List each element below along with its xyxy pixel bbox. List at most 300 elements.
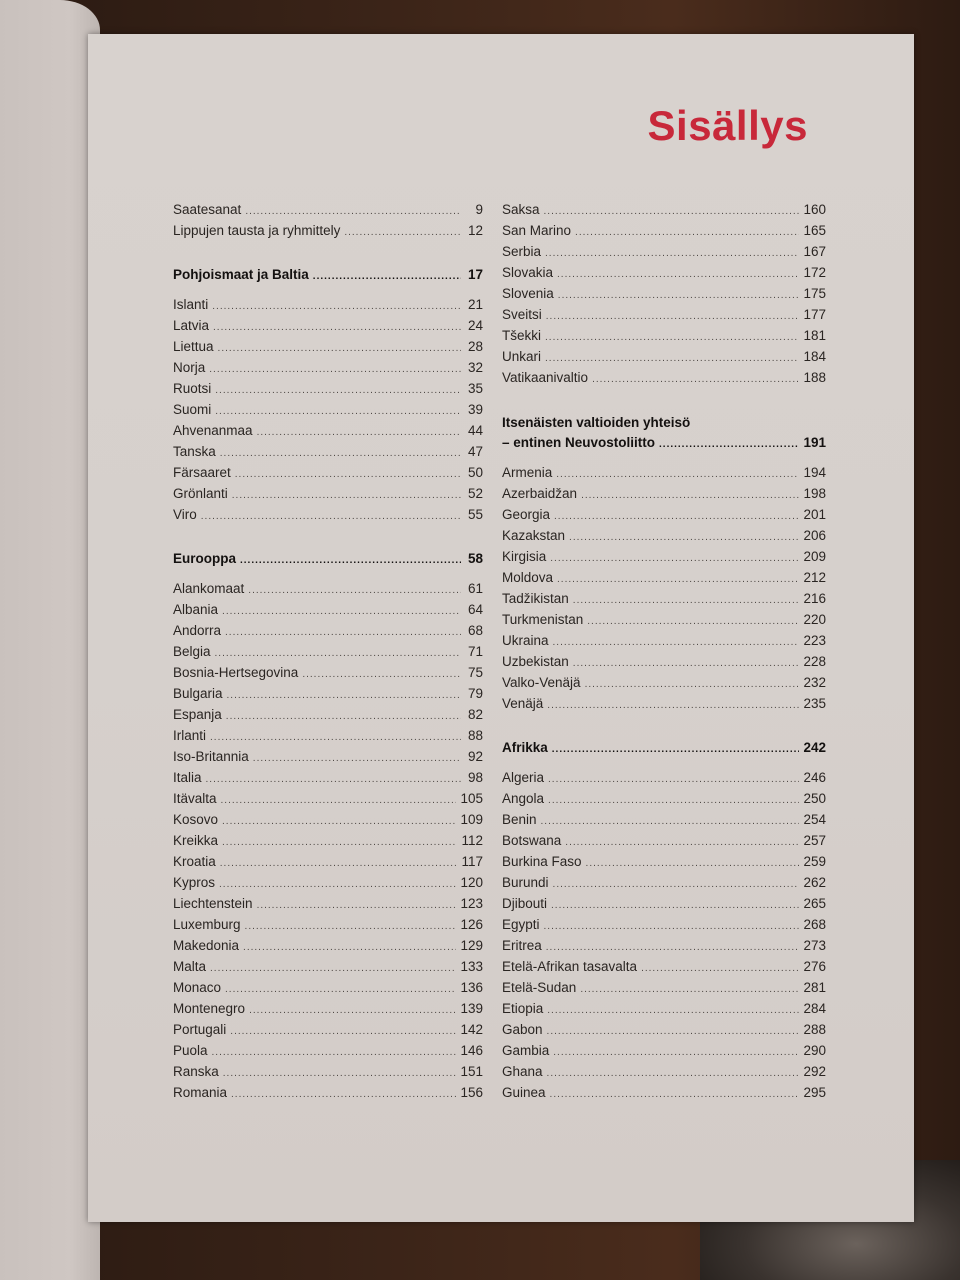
toc-entry[interactable] (502, 896, 826, 917)
entry-label: Suomi (173, 402, 212, 417)
entry-label: Espanja (173, 707, 222, 722)
entry-label: Monaco (173, 980, 222, 995)
dot-leader (546, 942, 800, 953)
page-number: 201 (803, 507, 826, 522)
entry-label: Kosovo (173, 812, 219, 827)
dot-leader (243, 942, 456, 953)
entry-label: Burkina Faso (502, 854, 582, 869)
toc-column-right (502, 202, 826, 1106)
toc-section-ivy (502, 435, 826, 717)
page-number: 98 (467, 770, 483, 785)
toc-entry[interactable] (502, 1043, 826, 1064)
toc-entry[interactable] (173, 791, 483, 812)
toc-entry[interactable] (173, 381, 483, 402)
toc-entry[interactable] (173, 318, 483, 339)
toc-entry[interactable] (502, 980, 826, 1001)
page-number: 246 (803, 770, 826, 785)
dot-leader (569, 532, 799, 543)
toc-entry[interactable] (502, 959, 826, 980)
toc-entry[interactable] (173, 202, 483, 223)
toc-entry[interactable] (173, 833, 483, 854)
section-heading[interactable] (173, 267, 483, 291)
dot-leader (245, 921, 457, 932)
page-number: 28 (467, 339, 483, 354)
dot-leader (225, 984, 456, 995)
page-number: 126 (460, 917, 483, 932)
page-number: 17 (467, 267, 483, 282)
entry-label: Gambia (502, 1043, 550, 1058)
entry-label: Norja (173, 360, 206, 375)
entry-label: Grönlanti (173, 486, 228, 501)
toc-entry[interactable] (502, 244, 826, 265)
page-number: 191 (803, 435, 826, 450)
toc-entry[interactable] (502, 1064, 826, 1085)
toc-entry[interactable] (502, 875, 826, 896)
page-number: 184 (803, 349, 826, 364)
entry-label: Kroatia (173, 854, 216, 869)
page-number: 32 (467, 360, 483, 375)
entry-label: Saksa (502, 202, 540, 217)
entry-label: Tšekki (502, 328, 542, 343)
dot-leader (232, 490, 461, 501)
page-number: 136 (460, 980, 483, 995)
entry-label: Montenegro (173, 1001, 246, 1016)
page-number: 292 (803, 1064, 826, 1079)
page-number: 220 (803, 612, 826, 627)
dot-leader (573, 658, 800, 669)
page-number: 228 (803, 654, 826, 669)
entry-label: Kazakstan (502, 528, 566, 543)
dot-leader (223, 1068, 457, 1079)
entry-label: Italia (173, 770, 202, 785)
page-number: 235 (803, 696, 826, 711)
dot-leader (215, 648, 461, 659)
dot-leader (225, 627, 461, 638)
entry-label: Vatikaanivaltio (502, 370, 589, 385)
toc-entry[interactable] (502, 696, 826, 717)
entry-label: Egypti (502, 917, 540, 932)
toc-intro (173, 202, 483, 244)
toc-section-pohjoismaat (173, 267, 483, 528)
page-number: 188 (803, 370, 826, 385)
dot-leader (548, 774, 799, 785)
entry-label: Färsaaret (173, 465, 231, 480)
dot-leader (219, 879, 456, 890)
dot-leader (249, 1005, 456, 1016)
dot-leader (215, 406, 461, 417)
page-number: 71 (467, 644, 483, 659)
dot-leader (550, 1089, 800, 1100)
toc-entry[interactable] (173, 581, 483, 602)
entry-label: Unkari (502, 349, 542, 364)
page-number: 44 (467, 423, 483, 438)
toc-entry[interactable] (502, 1001, 826, 1022)
dot-leader (553, 879, 800, 890)
page-number: 284 (803, 1001, 826, 1016)
dot-leader (585, 679, 800, 690)
page-number: 133 (460, 959, 483, 974)
dot-leader (218, 343, 461, 354)
toc-entry[interactable] (502, 1022, 826, 1043)
dot-leader (220, 858, 458, 869)
dot-leader (545, 353, 799, 364)
dot-leader (213, 322, 461, 333)
dot-leader (248, 585, 461, 596)
toc-entry[interactable] (173, 938, 483, 959)
page-number: 55 (467, 507, 483, 522)
entry-label: Saatesanat (173, 202, 242, 217)
entry-label: Botswana (502, 833, 562, 848)
dot-leader (575, 227, 799, 238)
entry-label: Liettua (173, 339, 214, 354)
entry-label: Bulgaria (173, 686, 223, 701)
entry-label: Makedonia (173, 938, 240, 953)
toc-entry[interactable] (173, 644, 483, 665)
entry-label: Andorra (173, 623, 222, 638)
page-number: 24 (467, 318, 483, 333)
toc-entry[interactable] (502, 202, 826, 223)
toc-entry[interactable] (502, 770, 826, 791)
page-number: 160 (803, 202, 826, 217)
dot-leader (212, 1047, 457, 1058)
dot-leader (253, 753, 461, 764)
toc-continued (502, 202, 826, 391)
entry-label: Itävalta (173, 791, 217, 806)
page-number: 198 (803, 486, 826, 501)
entry-label: Djibouti (502, 896, 548, 911)
entry-label: Serbia (502, 244, 542, 259)
toc-entry[interactable] (173, 896, 483, 917)
entry-label: Burundi (502, 875, 549, 890)
toc-entry[interactable] (173, 1022, 483, 1043)
dot-leader (659, 439, 799, 450)
entry-label: Slovakia (502, 265, 554, 280)
page-number: 165 (803, 223, 826, 238)
dot-leader (554, 511, 799, 522)
toc-entry[interactable] (502, 675, 826, 696)
dot-leader (558, 290, 800, 301)
entry-label: San Marino (502, 223, 572, 238)
page-number: 75 (467, 665, 483, 680)
toc-entry[interactable] (502, 307, 826, 328)
page-number: 281 (803, 980, 826, 995)
dot-leader (215, 385, 461, 396)
dot-leader (547, 1068, 800, 1079)
page-number: 79 (467, 686, 483, 701)
page-number: 262 (803, 875, 826, 890)
toc-entry[interactable] (173, 297, 483, 318)
page-number: 112 (461, 833, 483, 848)
toc-entry[interactable] (173, 623, 483, 644)
page-number: 242 (803, 740, 826, 755)
entry-label: Etelä-Afrikan tasavalta (502, 959, 638, 974)
entry-label: Alankomaat (173, 581, 245, 596)
entry-label: Ukraina (502, 633, 549, 648)
toc-entry[interactable] (173, 1001, 483, 1022)
page-number: 21 (467, 297, 483, 312)
toc-entry[interactable] (502, 328, 826, 349)
entry-label: Gabon (502, 1022, 543, 1037)
entry-label: Eritrea (502, 938, 542, 953)
entry-label: Ahvenanmaa (173, 423, 253, 438)
entry-label: Albania (173, 602, 219, 617)
page-number: 250 (803, 791, 826, 806)
dot-leader (209, 364, 461, 375)
toc-entry[interactable] (173, 770, 483, 791)
page-number: 295 (803, 1085, 826, 1100)
entry-label: Irlanti (173, 728, 207, 743)
toc-entry[interactable] (502, 528, 826, 549)
toc-entry[interactable] (173, 707, 483, 728)
entry-label: Belgia (173, 644, 211, 659)
toc-entry[interactable] (502, 854, 826, 875)
dot-leader (550, 553, 799, 564)
toc-entry[interactable] (173, 444, 483, 465)
toc-entry[interactable] (502, 633, 826, 654)
dot-leader (257, 900, 457, 911)
entry-label: Afrikka (502, 740, 548, 755)
entry-label: Puola (173, 1043, 208, 1058)
toc-entry[interactable] (502, 917, 826, 938)
toc-entry[interactable] (502, 349, 826, 370)
page-number: 129 (460, 938, 483, 953)
dot-leader (546, 311, 800, 322)
dot-leader (221, 795, 457, 806)
dot-leader (553, 1047, 799, 1058)
entry-label: Armenia (502, 465, 553, 480)
section-heading[interactable] (502, 740, 826, 764)
toc-section-afrikka (502, 740, 826, 1106)
page-number: 61 (467, 581, 483, 596)
toc-entry[interactable] (173, 465, 483, 486)
entry-label: Moldova (502, 570, 554, 585)
dot-leader (556, 469, 799, 480)
toc-entry[interactable] (173, 507, 483, 528)
page-number: 82 (467, 707, 483, 722)
toc-entry[interactable] (173, 854, 483, 875)
entry-label: Ghana (502, 1064, 543, 1079)
page-number: 151 (460, 1064, 483, 1079)
page-number: 206 (803, 528, 826, 543)
entry-label: Portugali (173, 1022, 227, 1037)
toc-entry[interactable] (502, 591, 826, 612)
toc-entry[interactable] (502, 486, 826, 507)
page-number: 105 (460, 791, 483, 806)
page-number: 123 (460, 896, 483, 911)
dot-leader (206, 774, 461, 785)
toc-entry[interactable] (173, 665, 483, 686)
page-number: 232 (803, 675, 826, 690)
toc-entry[interactable] (502, 654, 826, 675)
toc-entry[interactable] (502, 265, 826, 286)
entry-label: Kypros (173, 875, 216, 890)
toc-entry[interactable] (173, 686, 483, 707)
page-number: 52 (467, 486, 483, 501)
dot-leader (547, 700, 799, 711)
dot-leader (547, 1026, 800, 1037)
entry-label: Tadžikistan (502, 591, 569, 606)
entry-label: Guinea (502, 1085, 546, 1100)
dot-leader (581, 490, 799, 501)
entry-label: Pohjoismaat ja Baltia (173, 267, 309, 282)
toc-entry[interactable] (173, 959, 483, 980)
left-page-edge (0, 0, 100, 1280)
entry-label: Romania (173, 1085, 228, 1100)
entry-label: – entinen Neuvostoliitto (502, 435, 656, 450)
dot-leader (573, 595, 800, 606)
page-number: 64 (467, 602, 483, 617)
dot-leader (545, 332, 799, 343)
toc-entry[interactable] (173, 423, 483, 444)
page-number: 50 (467, 465, 483, 480)
entry-label: Ruotsi (173, 381, 212, 396)
dot-leader (226, 711, 461, 722)
dot-leader (257, 427, 461, 438)
toc-entry[interactable] (173, 602, 483, 623)
dot-leader (545, 248, 799, 259)
toc-entry[interactable] (502, 465, 826, 486)
entry-label: Tanska (173, 444, 216, 459)
toc-entry[interactable] (502, 570, 826, 591)
page-number: 276 (803, 959, 826, 974)
toc-entry[interactable] (173, 980, 483, 1001)
entry-label: Eurooppa (173, 551, 236, 566)
toc-entry[interactable] (173, 360, 483, 381)
page-number: 109 (460, 812, 483, 827)
toc-entry[interactable] (502, 507, 826, 528)
dot-leader (245, 206, 461, 217)
toc-entry[interactable] (502, 286, 826, 307)
entry-label: Liechtenstein (173, 896, 253, 911)
toc-entry[interactable] (502, 549, 826, 570)
page-number: 290 (803, 1043, 826, 1058)
toc-entry[interactable] (173, 223, 483, 244)
page-number: 12 (467, 223, 483, 238)
page-number: 177 (803, 307, 826, 322)
dot-leader (565, 837, 799, 848)
toc-entry[interactable] (502, 223, 826, 244)
toc-entry[interactable] (173, 402, 483, 423)
dot-leader (641, 963, 799, 974)
toc-entry[interactable] (173, 339, 483, 360)
page-number: 47 (467, 444, 483, 459)
dot-leader (210, 963, 456, 974)
entry-label: Sveitsi (502, 307, 542, 322)
entry-label: Kirgisia (502, 549, 547, 564)
entry-label: Viro (173, 507, 197, 522)
dot-leader (222, 837, 457, 848)
dot-leader (235, 469, 461, 480)
dot-leader (212, 301, 461, 312)
dot-leader (544, 206, 800, 217)
page-number: 120 (460, 875, 483, 890)
toc-entry[interactable] (502, 812, 826, 833)
toc-entry[interactable] (173, 875, 483, 896)
page-number: 265 (803, 896, 826, 911)
page-number: 194 (803, 465, 826, 480)
page-number: 39 (467, 402, 483, 417)
page-number: 172 (803, 265, 826, 280)
page-number: 216 (803, 591, 826, 606)
toc-entry[interactable] (173, 1064, 483, 1085)
toc-column-left (173, 202, 483, 1106)
dot-leader (210, 732, 461, 743)
toc-entry[interactable] (502, 833, 826, 854)
section-heading[interactable] (502, 435, 826, 459)
page-number: 117 (461, 854, 483, 869)
entry-label: Angola (502, 791, 545, 806)
toc-entry[interactable] (173, 486, 483, 507)
toc-entry[interactable] (502, 370, 826, 391)
toc-entry[interactable] (502, 1085, 826, 1106)
dot-leader (240, 555, 461, 566)
dot-leader (592, 374, 799, 385)
page-number: 259 (803, 854, 826, 869)
entry-label: Ranska (173, 1064, 219, 1079)
dot-leader (302, 669, 461, 680)
page-title: Sisällys (647, 102, 808, 149)
toc-entry[interactable] (502, 938, 826, 959)
page-number: 146 (460, 1043, 483, 1058)
dot-leader (553, 637, 800, 648)
dot-leader (548, 795, 799, 806)
entry-label: Benin (502, 812, 537, 827)
dot-leader (201, 511, 461, 522)
toc-entry[interactable] (502, 791, 826, 812)
toc-entry[interactable] (173, 1043, 483, 1064)
entry-label: Iso-Britannia (173, 749, 249, 764)
toc-entry[interactable] (173, 1085, 483, 1106)
page-number: 223 (803, 633, 826, 648)
page-number: 68 (467, 623, 483, 638)
page-number: 88 (467, 728, 483, 743)
entry-label: Valko-Venäjä (502, 675, 581, 690)
dot-leader (587, 616, 799, 627)
entry-label: Etiopia (502, 1001, 544, 1016)
dot-leader (231, 1089, 456, 1100)
dot-leader (552, 744, 800, 755)
toc-entry[interactable] (173, 749, 483, 770)
toc-section-eurooppa (173, 551, 483, 1106)
toc-entry[interactable] (502, 612, 826, 633)
page-number: 175 (803, 286, 826, 301)
dot-leader (344, 227, 461, 238)
page-number: 288 (803, 1022, 826, 1037)
dot-leader (222, 606, 461, 617)
page-number: 257 (803, 833, 826, 848)
page-number: 209 (803, 549, 826, 564)
entry-label: Lippujen tausta ja ryhmittely (173, 223, 341, 238)
entry-label: Malta (173, 959, 207, 974)
dot-leader (557, 269, 799, 280)
section-heading-line1: Itsenäisten valtioiden yhteisö (502, 415, 691, 430)
dot-leader (547, 1005, 799, 1016)
toc-entry[interactable] (173, 812, 483, 833)
section-heading[interactable] (173, 551, 483, 575)
page-number: 142 (460, 1022, 483, 1037)
dot-leader (220, 448, 461, 459)
page-number: 212 (803, 570, 826, 585)
page-number: 273 (803, 938, 826, 953)
page-number: 181 (803, 328, 826, 343)
toc-entry[interactable] (173, 917, 483, 938)
page-number: 58 (467, 551, 483, 566)
entry-label: Bosnia-Hertsegovina (173, 665, 299, 680)
dot-leader (313, 271, 461, 282)
toc-entry[interactable] (173, 728, 483, 749)
dot-leader (227, 690, 461, 701)
entry-label: Luxemburg (173, 917, 241, 932)
